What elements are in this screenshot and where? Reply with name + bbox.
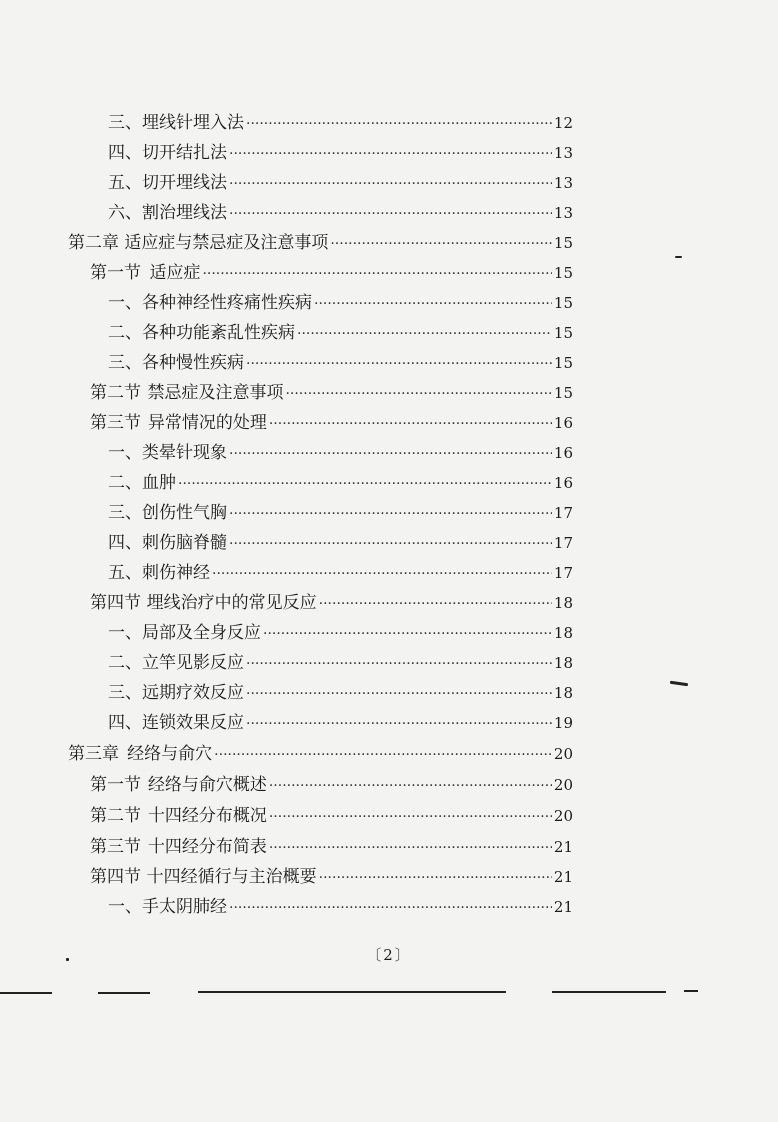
toc-entry-page: 20 (553, 745, 573, 763)
scan-rule-fragment (198, 991, 506, 993)
toc-leader-dots (246, 653, 552, 675)
toc-entry-title: 各种神经性疼痛性疾病 (142, 293, 312, 313)
toc-entry-title: 刺伤脑脊髓 (142, 533, 227, 553)
toc-leader-dots (229, 203, 552, 225)
toc-entry-title: 手太阴肺经 (142, 897, 227, 917)
toc-entry-page: 17 (553, 504, 573, 522)
toc-leader-dots (229, 143, 552, 165)
toc-entry-number: 三、 (108, 353, 142, 373)
toc-entry-number: 四、 (108, 143, 142, 163)
toc-section-entry (90, 592, 573, 615)
toc-chapter-entry (68, 743, 573, 766)
toc-entry (108, 652, 573, 675)
toc-entry-title: 创伤性气胸 (142, 503, 227, 523)
toc-entry-page: 15 (553, 384, 573, 402)
toc-entry-page: 21 (553, 868, 573, 886)
toc-leader-dots (319, 867, 552, 889)
toc-entry-number: 二、 (108, 653, 142, 673)
toc-entry-title: 刺伤神经 (142, 563, 210, 583)
toc-entry-number: 三、 (108, 503, 142, 523)
toc-entry-page: 15 (553, 234, 573, 252)
toc-entry (108, 712, 573, 735)
toc-entry (108, 532, 573, 555)
toc-leader-dots (330, 233, 552, 255)
toc-entry-number: 三、 (108, 683, 142, 703)
toc-entry-title: 十四经分布概况 (147, 806, 267, 826)
toc-entry-page: 21 (553, 838, 573, 856)
toc-entry-title: 禁忌症及注意事项 (147, 383, 284, 403)
toc-entry-title: 立竿见影反应 (142, 653, 244, 673)
toc-entry-page: 21 (553, 898, 573, 916)
toc-entry (108, 352, 573, 375)
toc-leader-dots (246, 353, 552, 375)
toc-entry-title: 切开结扎法 (142, 143, 227, 163)
toc-entry-title: 连锁效果反应 (142, 713, 244, 733)
toc-leader-dots (229, 503, 552, 525)
toc-leader-dots (229, 443, 552, 465)
toc-leader-dots (214, 744, 552, 766)
toc-section-entry (90, 836, 573, 859)
toc-entry-title: 各种慢性疾病 (142, 353, 244, 373)
toc-leader-dots (246, 683, 552, 705)
toc-leader-dots (269, 413, 552, 435)
toc-leader-dots (285, 383, 551, 405)
toc-entry-page: 18 (553, 654, 573, 672)
scan-rule-fragment (684, 990, 698, 992)
toc-entry-number: 第三章 (68, 744, 119, 764)
toc-entry (108, 292, 573, 315)
toc-entry (108, 682, 573, 705)
toc-entry-title: 埋线针埋入法 (142, 113, 244, 133)
toc-entry (108, 142, 573, 165)
toc-entry-number: 六、 (108, 203, 142, 223)
toc-entry-title: 各种功能紊乱性疾病 (142, 323, 295, 343)
toc-entry-page: 13 (553, 174, 573, 192)
toc-leader-dots (202, 263, 551, 285)
toc-entry (108, 472, 573, 495)
toc-entry-title: 埋线治疗中的常见反应 (146, 593, 317, 613)
toc-entry-page: 18 (553, 594, 573, 612)
toc-entry-number: 第二章 (68, 233, 119, 253)
toc-entry-page: 12 (553, 114, 573, 132)
toc-entry-title: 异常情况的处理 (147, 413, 267, 433)
toc-entry-title: 局部及全身反应 (142, 623, 261, 643)
toc-leader-dots (212, 563, 552, 585)
toc-entry-number: 一、 (108, 897, 142, 917)
toc-section-entry (90, 382, 573, 405)
toc-entry-page: 18 (553, 684, 573, 702)
scan-rule-fragment (98, 992, 150, 994)
toc-entry-number: 四、 (108, 533, 142, 553)
toc-entry-page: 20 (553, 807, 573, 825)
toc-entry-title: 适应症与禁忌症及注意事项 (124, 233, 329, 253)
scan-rule-fragment (552, 991, 666, 993)
toc-entry-number: 二、 (108, 323, 142, 343)
toc-leader-dots (263, 623, 552, 645)
toc-section-entry (90, 805, 573, 828)
toc-leader-dots (178, 473, 552, 495)
toc-entry-title: 经络与俞穴概述 (147, 775, 267, 795)
toc-entry-page: 15 (553, 264, 573, 282)
toc-entry-title: 远期疗效反应 (142, 683, 244, 703)
toc-section-entry (90, 866, 573, 889)
toc-entry (108, 896, 573, 919)
scan-rule-fragment (0, 992, 52, 994)
toc-chapter-entry (68, 232, 573, 255)
toc-entry (108, 622, 573, 645)
toc-entry-page: 15 (553, 354, 573, 372)
toc-leader-dots (229, 897, 552, 919)
page-number: 〔2〕 (366, 946, 412, 964)
toc-entry-number: 二、 (108, 473, 142, 493)
toc-leader-dots (297, 323, 552, 345)
toc-entry-page: 16 (553, 474, 573, 492)
toc-leader-dots (269, 806, 552, 828)
toc-entry (108, 172, 573, 195)
toc-entry-page: 20 (553, 776, 573, 794)
toc-entry (108, 112, 573, 135)
toc-entry-number: 四、 (108, 713, 142, 733)
toc-entry-number: 五、 (108, 563, 142, 583)
toc-entry-title: 切开埋线法 (142, 173, 227, 193)
toc-entry-page: 16 (553, 414, 573, 432)
toc-entry-number: 一、 (108, 623, 142, 643)
toc-entry-title: 十四经循行与主治概要 (146, 867, 317, 887)
toc-entry (108, 562, 573, 585)
toc-entry-number: 第二节 (90, 806, 141, 826)
toc-entry-number: 第三节 (90, 837, 141, 857)
toc-leader-dots (269, 837, 552, 859)
toc-leader-dots (269, 775, 552, 797)
toc-entry-number: 第三节 (90, 413, 141, 433)
toc-leader-dots (246, 713, 552, 735)
toc-entry-page: 19 (553, 714, 573, 732)
toc-entry-page: 16 (553, 444, 573, 462)
toc-entry-number: 第四节 (90, 593, 141, 613)
toc-section-entry (90, 774, 573, 797)
toc-entry-page: 15 (553, 324, 573, 342)
toc-entry-page: 13 (553, 204, 573, 222)
toc-entry-number: 第四节 (90, 867, 141, 887)
scan-speck (66, 958, 69, 961)
toc-entry-number: 三、 (108, 113, 142, 133)
toc-entry (108, 442, 573, 465)
toc-entry (108, 202, 573, 225)
toc-leader-dots (314, 293, 552, 315)
toc-entry-title: 适应症 (149, 263, 201, 283)
toc-entry-title: 割治埋线法 (142, 203, 227, 223)
toc-entry-page: 13 (553, 144, 573, 162)
toc-entry-number: 一、 (108, 293, 142, 313)
toc-entry-title: 十四经分布简表 (147, 837, 267, 857)
scan-speck (670, 681, 688, 686)
toc-entry (108, 502, 573, 525)
toc-entry-number: 一、 (108, 443, 142, 463)
toc-entry (108, 322, 573, 345)
toc-leader-dots (319, 593, 552, 615)
toc-entry-title: 经络与俞穴 (127, 744, 213, 764)
toc-entry-page: 17 (553, 534, 573, 552)
toc-leader-dots (246, 113, 552, 135)
toc-section-entry (90, 412, 573, 435)
toc-entry-page: 18 (553, 624, 573, 642)
toc-leader-dots (229, 533, 552, 555)
toc-section-entry (90, 262, 573, 285)
toc-entry-title: 血肿 (142, 473, 176, 493)
toc-entry-number: 第一节 (90, 775, 141, 795)
toc-leader-dots (229, 173, 552, 195)
toc-entry-page: 15 (553, 294, 573, 312)
toc-entry-number: 五、 (108, 173, 142, 193)
toc-entry-page: 17 (553, 564, 573, 582)
scan-speck (675, 256, 682, 258)
toc-entry-title: 类晕针现象 (142, 443, 227, 463)
toc-entry-number: 第二节 (90, 383, 141, 403)
toc-entry-number: 第一节 (90, 263, 141, 283)
